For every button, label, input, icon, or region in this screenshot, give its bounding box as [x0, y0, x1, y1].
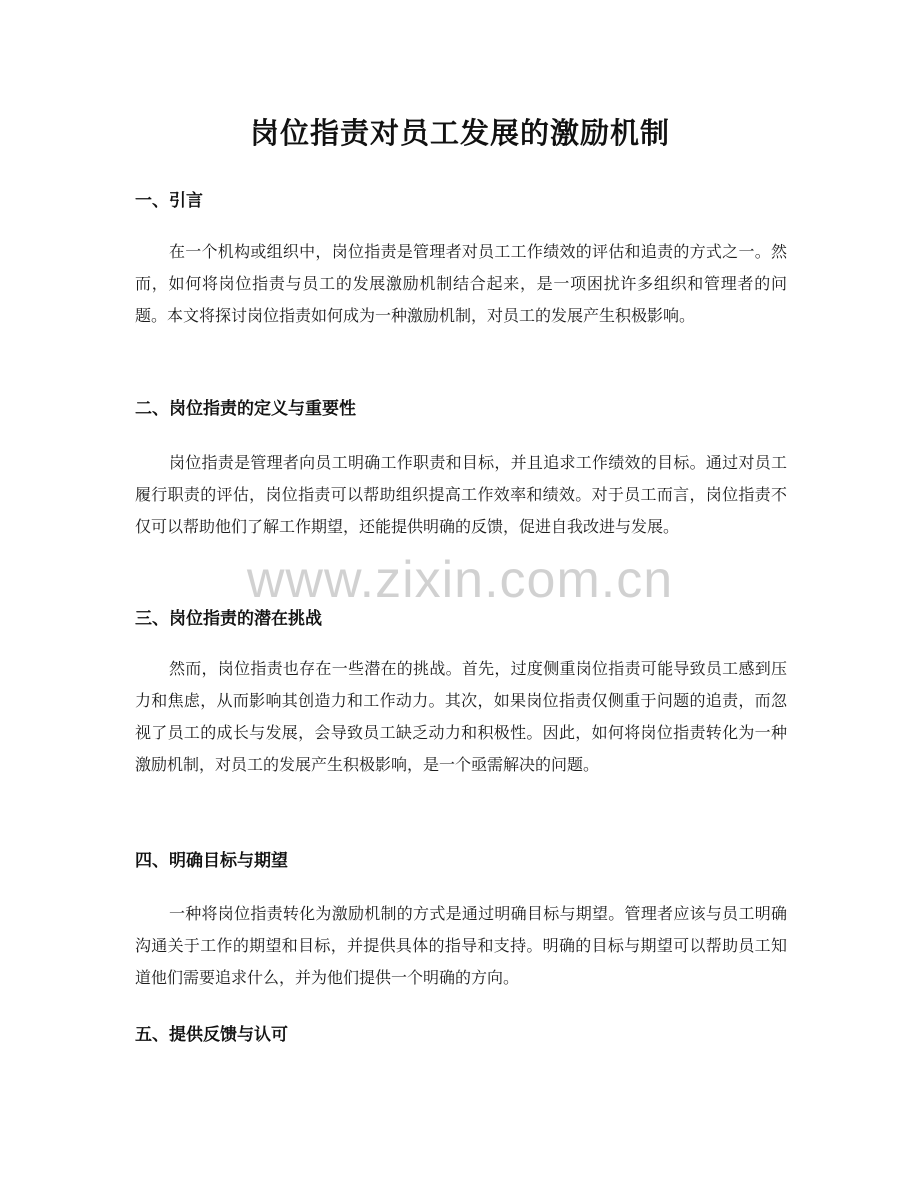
section-heading-feedback: 五、提供反馈与认可: [135, 1025, 288, 1045]
section-paragraph-challenges: 然而，岗位指责也存在一些潜在的挑战。首先，过度侧重岗位指责可能导致员工感到压力和焦虑，从而影响其创造力和工作动力。其次，如果岗位指责仅侧重于问题的追责，而忽视了员工的成长与发展，会导致员工缺乏动力和积极性。因此，如何将岗位指责转化为一种激励机制，对员工的发展产生积极影响，是一个亟需解决的问题。: [135, 659, 787, 774]
section-heading-challenges: 三、岗位指责的潜在挑战: [135, 609, 322, 629]
watermark: www.zixin.com.cn: [246, 551, 674, 609]
section-heading-definition: 二、岗位指责的定义与重要性: [135, 399, 356, 419]
section-paragraph-goals: 一种将岗位指责转化为激励机制的方式是通过明确目标与期望。管理者应该与员工明确沟通关于工作的期望和目标，并提供具体的指导和支持。明确的目标与期望可以帮助员工知道他们需要追求什么，并为他们提供一个明确的方向。: [135, 904, 787, 987]
section-heading-intro: 一、引言: [135, 191, 203, 211]
document-title: 岗位指责对员工发展的激励机制: [249, 116, 670, 150]
section-paragraph-definition: 岗位指责是管理者向员工明确工作职责和目标，并且追求工作绩效的目标。通过对员工履行职责的评估，岗位指责可以帮助组织提高工作效率和绩效。对于员工而言，岗位指责不仅可以帮助他们了解工作期望，还能提供明确的反馈，促进自我改进与发展。: [135, 453, 787, 536]
section-heading-goals: 四、明确目标与期望: [135, 851, 288, 871]
section-paragraph-intro: 在一个机构或组织中，岗位指责是管理者对员工工作绩效的评估和追责的方式之一。然而，如何将岗位指责与员工的发展激励机制结合起来，是一项困扰许多组织和管理者的问题。本文将探讨岗位指责如何成为一种激励机制，对员工的发展产生积极影响。: [135, 242, 787, 325]
